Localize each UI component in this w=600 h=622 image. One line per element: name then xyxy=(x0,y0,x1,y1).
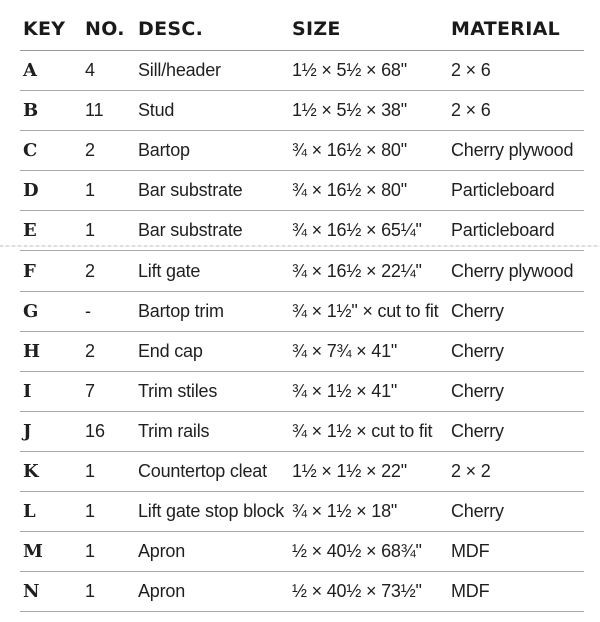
header-row xyxy=(20,8,584,51)
cell-no: 1 xyxy=(82,492,135,532)
cell-desc: Bar substrate xyxy=(135,211,289,251)
table-row xyxy=(20,251,584,291)
table-row xyxy=(20,51,584,91)
table-row xyxy=(20,171,584,211)
cell-no: 16 xyxy=(82,411,135,451)
cell-desc: Sill/header xyxy=(135,51,289,91)
table-row xyxy=(20,291,584,331)
header-no: NO. xyxy=(82,8,135,51)
cell-desc: Apron xyxy=(135,532,289,572)
cell-key: L xyxy=(20,492,82,532)
cell-desc: End cap xyxy=(135,331,289,371)
table-row xyxy=(20,451,584,491)
cell-size: ¾ × 7¾ × 41" xyxy=(289,331,448,371)
cell-size: ¾ × 16½ × 22¼" xyxy=(289,251,448,291)
cell-no: 7 xyxy=(82,371,135,411)
cell-desc: Lift gate xyxy=(135,251,289,291)
cell-size: ½ × 40½ × 68¾" xyxy=(289,532,448,572)
cell-size: ¾ × 1½ × 18" xyxy=(289,492,448,532)
cell-no: 1 xyxy=(82,572,135,612)
cell-material: MDF xyxy=(448,532,584,572)
table-row xyxy=(20,572,584,612)
cell-size: ¾ × 16½ × 80" xyxy=(289,131,448,171)
header-desc: DESC. xyxy=(135,8,289,51)
cell-no: 4 xyxy=(82,51,135,91)
cell-material: MDF xyxy=(448,572,584,612)
cell-material: Cherry plywood xyxy=(448,131,584,171)
cell-desc: Trim stiles xyxy=(135,371,289,411)
cell-no: 2 xyxy=(82,131,135,171)
cell-material: Particleboard xyxy=(448,171,584,211)
table-row xyxy=(20,371,584,411)
table-row xyxy=(20,131,584,171)
cell-desc: Countertop cleat xyxy=(135,451,289,491)
cell-key: B xyxy=(20,91,82,131)
cell-key: H xyxy=(20,331,82,371)
table-body xyxy=(20,51,584,612)
cell-size: ¾ × 1½ × 41" xyxy=(289,371,448,411)
cell-key: F xyxy=(20,251,82,291)
cell-size: 1½ × 5½ × 38" xyxy=(289,91,448,131)
cell-material: 2 × 6 xyxy=(448,91,584,131)
header-size: SIZE xyxy=(289,8,448,51)
cell-material: Cherry xyxy=(448,371,584,411)
cell-no: - xyxy=(82,291,135,331)
table-header xyxy=(20,8,584,51)
cell-size: 1½ × 1½ × 22" xyxy=(289,451,448,491)
cell-size: ¾ × 16½ × 65¼" xyxy=(289,211,448,251)
cell-key: A xyxy=(20,51,82,91)
cell-key: G xyxy=(20,291,82,331)
scan-fold-line xyxy=(0,245,600,247)
cell-no: 11 xyxy=(82,91,135,131)
cell-no: 1 xyxy=(82,211,135,251)
header-key: KEY xyxy=(20,8,82,51)
cut-list-table xyxy=(20,8,584,612)
header-material: MATERIAL xyxy=(448,8,584,51)
cell-key: D xyxy=(20,171,82,211)
cell-no: 2 xyxy=(82,331,135,371)
cell-key: N xyxy=(20,572,82,612)
cell-material: Cherry xyxy=(448,411,584,451)
cell-desc: Bar substrate xyxy=(135,171,289,211)
cell-desc: Trim rails xyxy=(135,411,289,451)
cell-key: I xyxy=(20,371,82,411)
table-row xyxy=(20,331,584,371)
cell-key: C xyxy=(20,131,82,171)
cell-no: 1 xyxy=(82,532,135,572)
cell-material: Cherry xyxy=(448,492,584,532)
cell-size: ¾ × 1½" × cut to fit xyxy=(289,291,448,331)
cell-desc: Apron xyxy=(135,572,289,612)
cell-desc: Stud xyxy=(135,91,289,131)
table-row xyxy=(20,492,584,532)
cell-material: 2 × 6 xyxy=(448,51,584,91)
cell-key: M xyxy=(20,532,82,572)
cell-material: Cherry xyxy=(448,291,584,331)
cell-desc: Bartop xyxy=(135,131,289,171)
cell-key: E xyxy=(20,211,82,251)
cell-key: J xyxy=(20,411,82,451)
table-row xyxy=(20,411,584,451)
cell-desc: Bartop trim xyxy=(135,291,289,331)
table-row xyxy=(20,532,584,572)
cell-material: Particleboard xyxy=(448,211,584,251)
cell-size: ¾ × 1½ × cut to fit xyxy=(289,411,448,451)
cell-no: 1 xyxy=(82,451,135,491)
cell-material: Cherry xyxy=(448,331,584,371)
cell-material: Cherry plywood xyxy=(448,251,584,291)
cell-size: ¾ × 16½ × 80" xyxy=(289,171,448,211)
table-row xyxy=(20,91,584,131)
cell-no: 1 xyxy=(82,171,135,211)
cell-no: 2 xyxy=(82,251,135,291)
cell-size: ½ × 40½ × 73½" xyxy=(289,572,448,612)
cell-key: K xyxy=(20,451,82,491)
cell-material: 2 × 2 xyxy=(448,451,584,491)
cell-size: 1½ × 5½ × 68" xyxy=(289,51,448,91)
cell-desc: Lift gate stop block xyxy=(135,492,289,532)
